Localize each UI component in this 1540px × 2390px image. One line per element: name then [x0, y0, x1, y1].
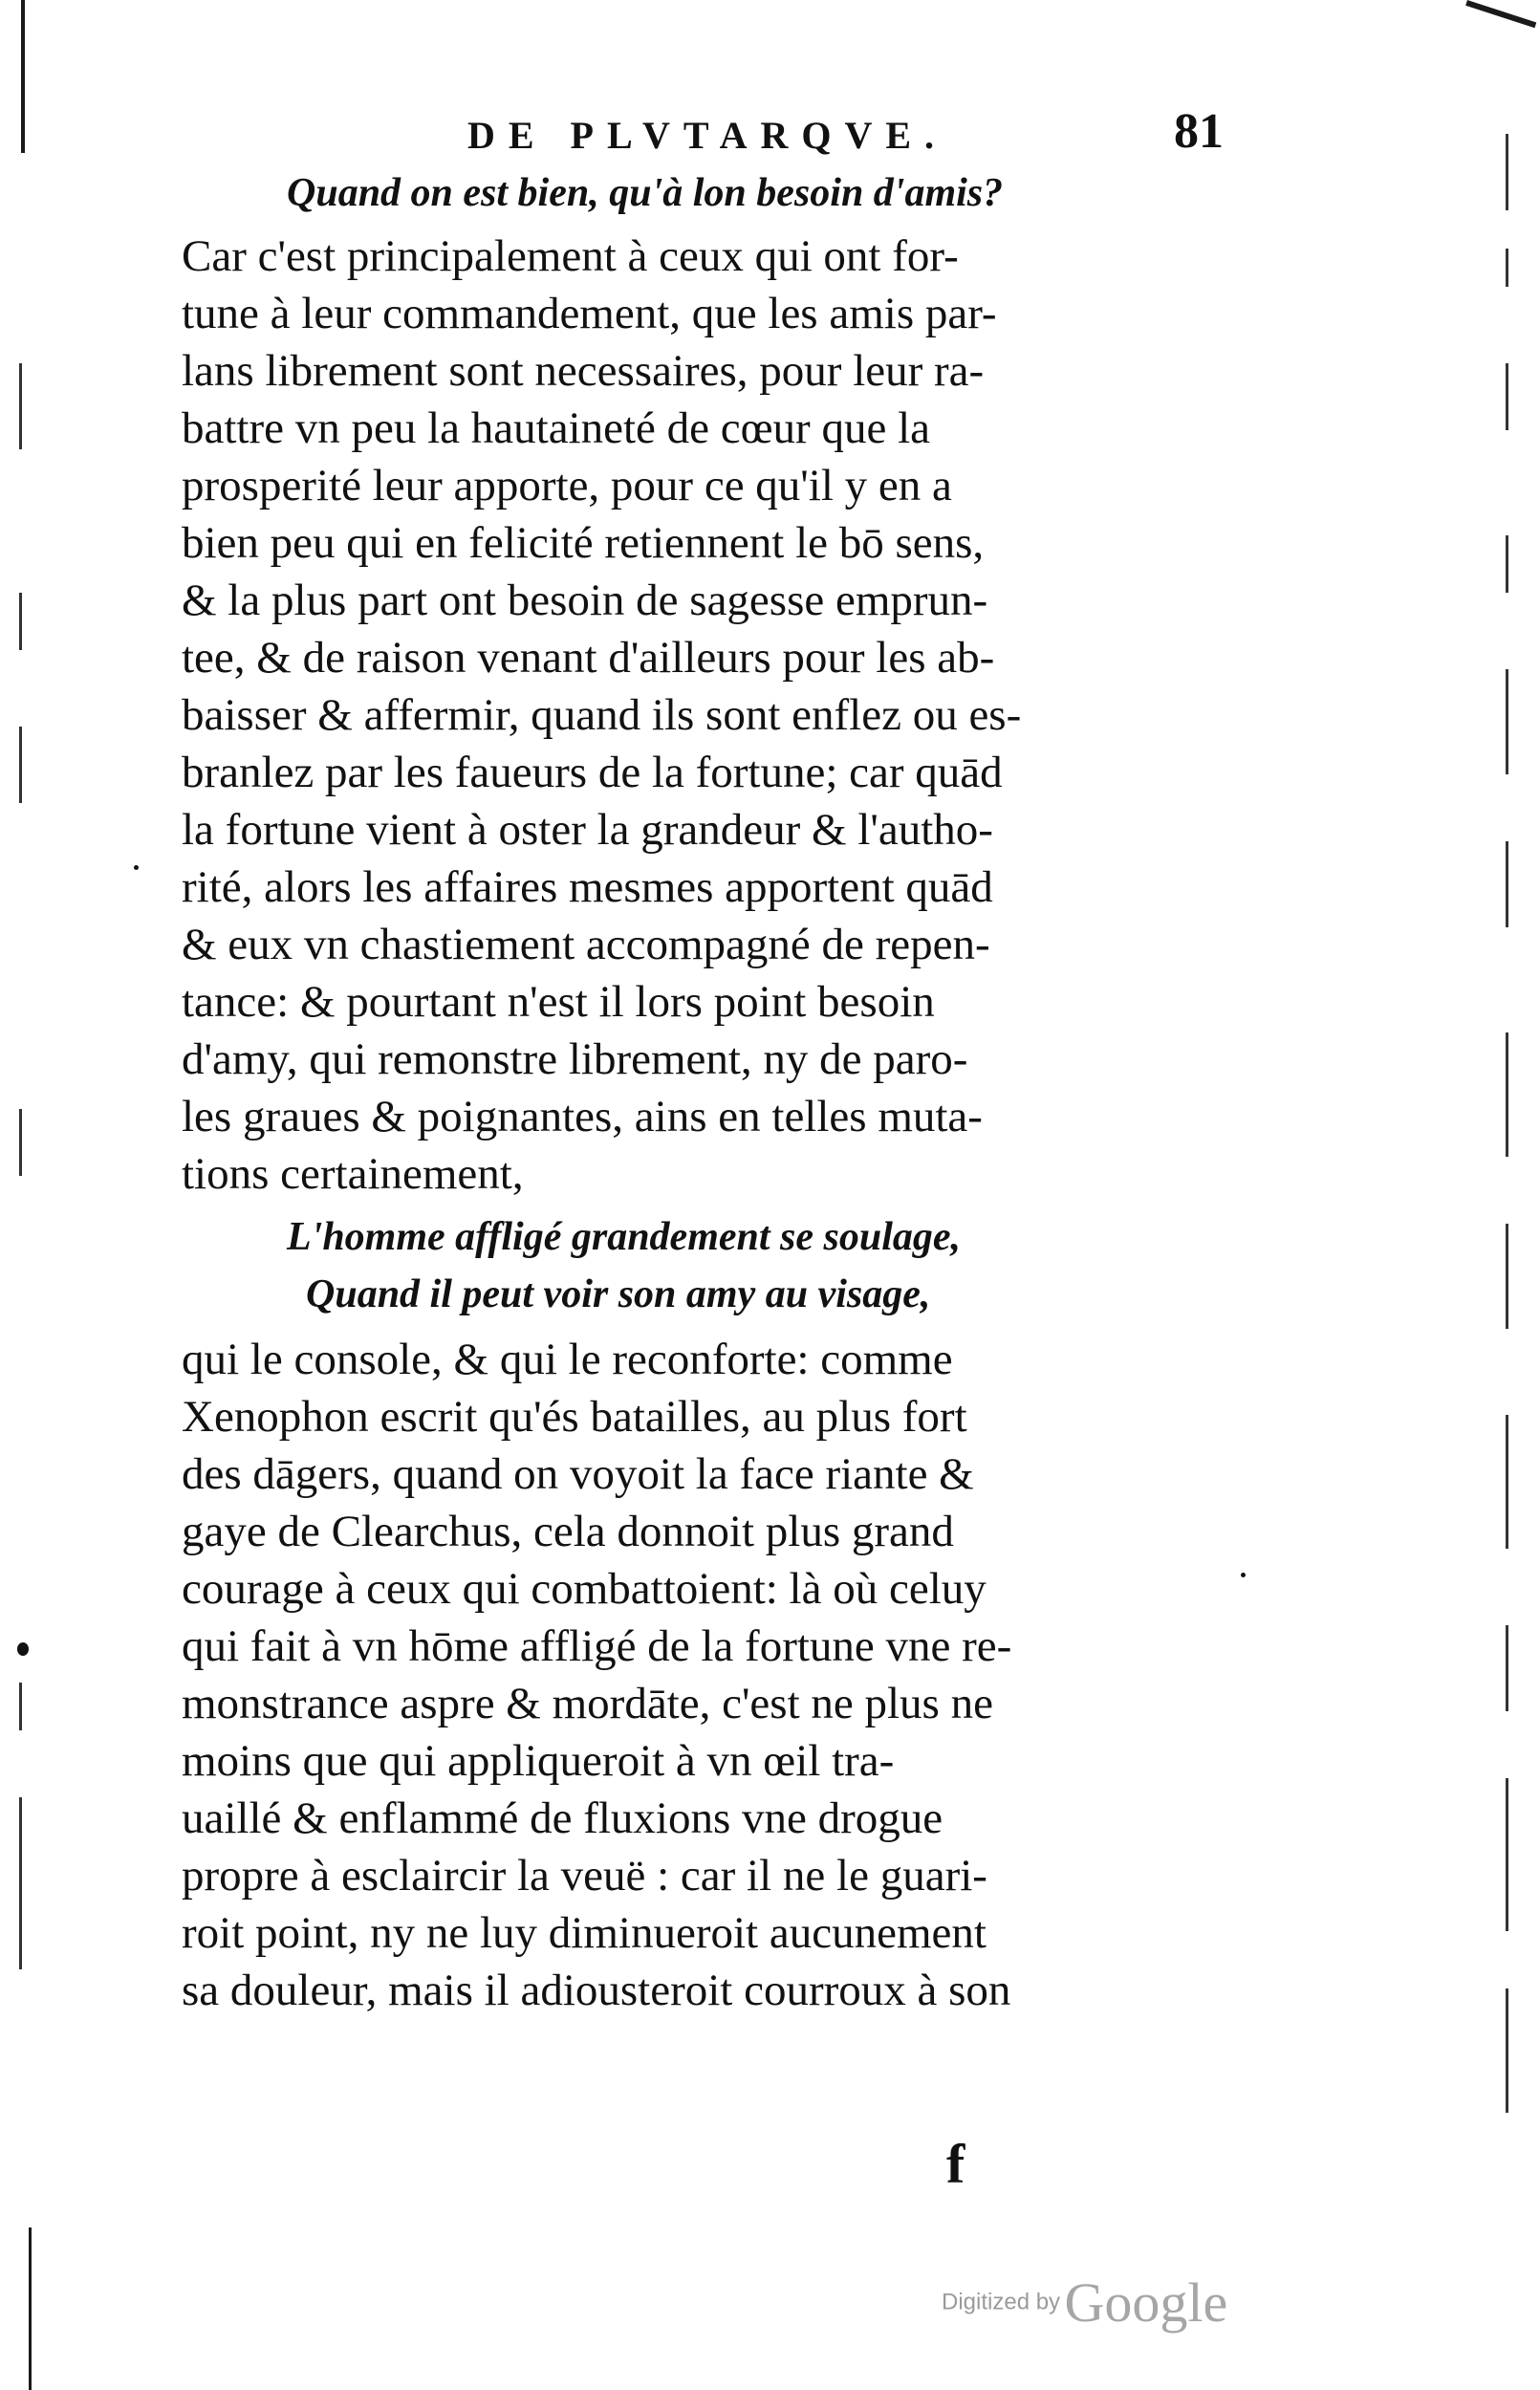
signature-mark: f	[946, 2133, 965, 2195]
left-binding-edge	[21, 0, 25, 153]
left-margin-tick	[19, 1683, 22, 1730]
body-line: qui le console, & qui le reconforte: comme	[182, 1335, 953, 1384]
right-margin-tick	[1506, 535, 1508, 593]
section-heading: Quand on est bien, qu'à lon besoin d'amis?	[287, 171, 1004, 215]
body-line: tance: & pourtant n'est il lors point besoin	[182, 977, 935, 1027]
body-line: gaye de Clearchus, cela donnoit plus grand	[182, 1507, 954, 1556]
right-margin-tick	[1506, 669, 1508, 774]
body-line: branlez par les faueurs de la fortune; car quād	[182, 748, 1003, 797]
running-head: DE PLVTARQVE.	[466, 114, 948, 157]
body-line: les graues & poignantes, ains en telles muta-	[182, 1092, 983, 1141]
body-line: moins que qui appliqueroit à vn œil tra-	[182, 1736, 895, 1786]
body-line: tee, & de raison venant d'ailleurs pour les ab-	[182, 633, 995, 683]
body-line: & la plus part ont besoin de sagesse emprun-	[182, 576, 988, 625]
page-number: 81	[1174, 104, 1224, 159]
body-line: uaillé & enflammé de fluxions vne drogue	[182, 1793, 944, 1843]
body-line: tune à leur commandement, que les amis par-	[182, 289, 997, 338]
body-line: Car c'est principalement à ceux qui ont for-	[182, 231, 959, 281]
body-line: bien peu qui en felicité retiennent le bō sens,	[182, 518, 985, 568]
right-margin-tick	[1506, 249, 1508, 287]
left-margin-tick	[19, 593, 22, 650]
right-margin-tick	[1506, 363, 1508, 430]
margin-dot	[134, 865, 139, 870]
top-right-corner-mark	[1465, 0, 1536, 28]
right-margin-tick	[1506, 1778, 1508, 1931]
body-line: courage à ceux qui combattoient: là où celuy	[182, 1564, 987, 1614]
left-margin-tick	[19, 1797, 22, 1969]
right-margin-tick	[1506, 1415, 1508, 1549]
left-margin-tick	[19, 363, 22, 449]
body-line: lans librement sont necessaires, pour leur ra-	[182, 346, 985, 396]
body-line: & eux vn chastiement accompagné de repen-	[182, 920, 990, 969]
right-margin-tick	[1506, 841, 1508, 927]
body-line: Xenophon escrit qu'és batailles, au plus fort	[182, 1392, 967, 1442]
right-margin-tick	[1506, 1032, 1508, 1157]
digitized-by-watermark	[942, 2270, 1227, 2335]
left-margin-tick	[19, 1109, 22, 1176]
right-margin-tick	[1506, 1988, 1508, 2113]
body-line: tions certainement,	[182, 1149, 524, 1199]
body-line: battre vn peu la hautaineté de cœur que la	[182, 403, 930, 453]
right-margin-tick	[1506, 134, 1508, 210]
body-line: sa douleur, mais il adiousteroit courroux à son	[182, 1966, 1011, 2015]
watermark-prefix: Digitized by	[942, 2289, 1061, 2315]
body-line: roit point, ny ne luy diminueroit aucunement	[182, 1908, 987, 1958]
right-margin-tick	[1506, 1224, 1508, 1329]
body-line: des dāgers, quand on voyoit la face riante &	[182, 1449, 974, 1499]
body-line: rité, alors les affaires mesmes apportent quād	[182, 862, 993, 912]
body-line: prosperité leur apporte, pour ce qu'il y en a	[182, 461, 952, 511]
left-binding-edge-lower	[29, 2227, 32, 2390]
body-line: qui fait à vn hōme affligé de la fortune vne re-	[182, 1621, 1012, 1671]
verse-line: Quand il peut voir son amy au visage,	[306, 1272, 931, 1316]
right-margin-tick	[1506, 1625, 1508, 1711]
google-logo: Google	[1064, 2271, 1228, 2334]
body-line: d'amy, qui remonstre librement, ny de paro-	[182, 1034, 968, 1084]
body-line: la fortune vient à oster la grandeur & l'autho-	[182, 805, 993, 855]
body-line: propre à esclaircir la veuë : car il ne le guari-	[182, 1851, 987, 1901]
body-line: baisser & affermir, quand ils sont enflez ou es-	[182, 690, 1022, 740]
margin-blot	[17, 1642, 29, 1656]
verse-line: L'homme affligé grandement se soulage,	[287, 1215, 962, 1259]
left-margin-tick	[19, 727, 22, 803]
margin-dot	[1241, 1573, 1246, 1577]
body-line: monstrance aspre & mordāte, c'est ne plus ne	[182, 1679, 993, 1728]
